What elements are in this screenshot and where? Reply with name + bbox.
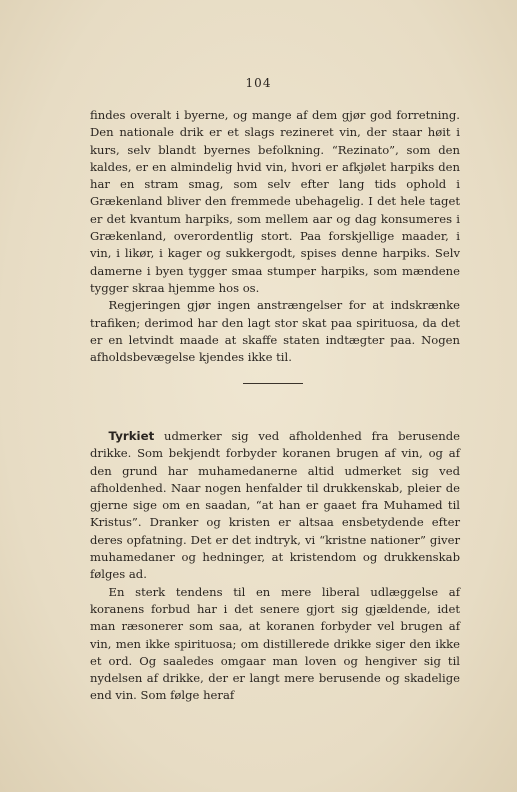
paragraph bbox=[90, 428, 460, 584]
paragraph-text: udmerker sig ved afholdenhed fra berusende drikke. Som bekjendt forbyder koranen brugen af vin, og af den grund har muhamedanerne altid udmerket sig ved afholdenhed. Naar nogen henfalder til drukkenskab, pleier de gjerne sige om en saadan, “at han er gaaet fra Muhamed til Kristus”. Dranker og kristen er altsaa ensbetydende efter deres opfatning. Det er det indtryk, vi “kristne nationer” giver muhamedaner og hedninger, at kristendom og drukkenskab følges ad. bbox=[90, 429, 460, 582]
section-divider bbox=[243, 383, 303, 384]
section-turkey bbox=[90, 428, 460, 705]
page-number: 104 bbox=[245, 76, 272, 90]
paragraph: Regjeringen gjør ingen anstrængelser for at indskrænke trafiken; derimod har den lagt stor skat paa spirituosa, da det er en letvindt maade at skaffe staten indtægter paa. Nogen afholdsbevægelse kjendes ikke til. bbox=[90, 298, 460, 365]
paragraph: findes overalt i byerne, og mange af dem gjør god forretning. Den nationale drik er et slags rezineret vin, der staar høit i kurs, selv blandt byernes befolkning. “Rezinato”, som den kaldes, er en almindelig hvid vin, hvori er afkjølet harpiks den har en stram smag, som selv efter lang tids ophold i Grækenland bliver den fremmede ubehagelig. I det hele taget er det kvantum harpiks, som mellem aar og dag konsumeres i Grækenland, overordentlig stort. Paa forskjellige maader, i vin, i likør, i kager og sukkergodt, spises denne harpiks. Selv damerne i byen tygger smaa stumper harpiks, som mændene tygger skraa hjemme hos os. bbox=[90, 108, 460, 295]
paragraph: En sterk tendens til en mere liberal udlæggelse af koranens forbud har i det senere gjort sig gjældende, idet man ræsonerer som saa, at koranen forbyder vel brugen af vin, men ikke spirituosa; om distillerede drikke siger den ikke et ord. Og saaledes omgaar man loven og hengiver sig til nydelsen af drikke, der er langt mere berusende og skadelige end vin. Som følge heraf bbox=[90, 584, 460, 703]
section-lead-word: Tyrkiet bbox=[108, 429, 155, 443]
section-greece bbox=[90, 107, 460, 366]
